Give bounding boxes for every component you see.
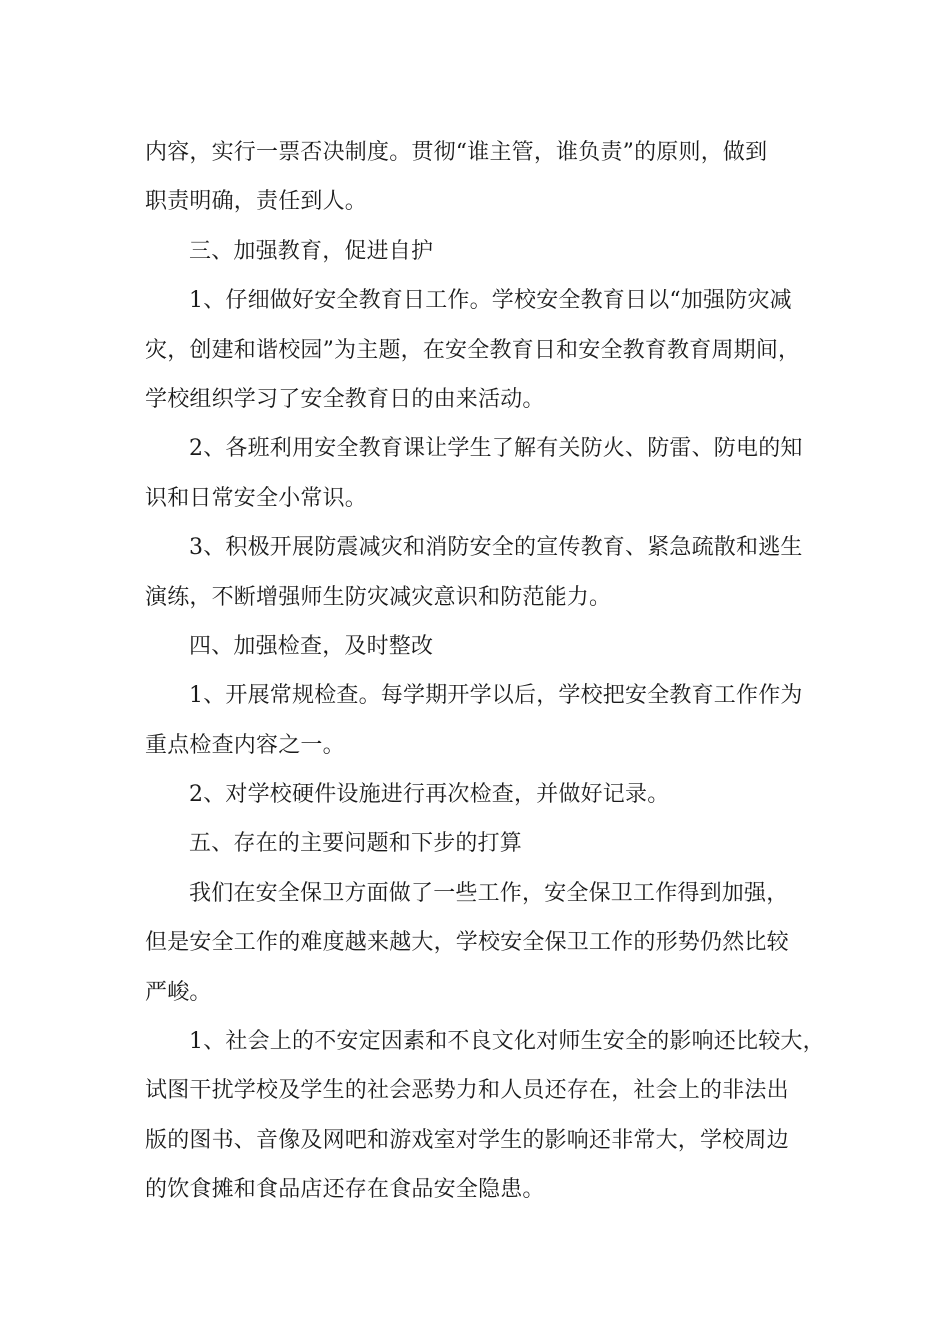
text-line: 学校组织学习了安全教育日的由来活动。	[145, 386, 545, 412]
text-line: 1、社会上的不安定因素和不良文化对师生安全的影响还比较大，	[189, 1029, 825, 1055]
document-body	[145, 128, 825, 1215]
text-line: 内容，实行一票否决制度。贯彻“谁主管，谁负责”的原则，做到	[145, 140, 768, 165]
text-line: 的饮食摊和食品店还存在食品安全隐患。	[145, 1177, 545, 1203]
section-heading: 三、加强教育，促进自护	[189, 238, 434, 264]
text-line: 重点检查内容之一。	[145, 732, 345, 758]
section-heading: 四、加强检查，及时整改	[189, 633, 434, 659]
text-line: 识和日常安全小常识。	[145, 485, 368, 511]
text-line: 严峻。	[145, 979, 212, 1005]
text-line: 2、各班利用安全教育课让学生了解有关防火、防雷、防电的知	[189, 436, 803, 462]
text-line: 但是安全工作的难度越来越大，学校安全保卫工作的形势仍然比较	[145, 930, 789, 956]
text-line: 2、对学校硬件设施进行再次检查，并做好记录。	[189, 782, 670, 808]
text-line: 1、仔细做好安全教育日工作。学校安全教育日以“加强防灾减	[189, 288, 792, 314]
text-line: 职责明确，责任到人。	[145, 189, 368, 215]
text-line: 灾，创建和谐校园”为主题，在安全教育日和安全教育教育周期间，	[145, 337, 801, 363]
text-line: 3、积极开展防震减灾和消防安全的宣传教育、紧急疏散和逃生	[189, 535, 803, 561]
text-line: 试图干扰学校及学生的社会恶势力和人员还存在，社会上的非法出	[145, 1078, 789, 1104]
text-line: 版的图书、音像及网吧和游戏室对学生的影响还非常大，学校周边	[145, 1127, 789, 1153]
text-line: 我们在安全保卫方面做了一些工作，安全保卫工作得到加强，	[189, 880, 789, 906]
text-line: 演练，不断增强师生防灾减灾意识和防范能力。	[145, 584, 612, 610]
text-line: 1、开展常规检查。每学期开学以后，学校把安全教育工作作为	[189, 683, 803, 709]
section-heading: 五、存在的主要问题和下步的打算	[189, 831, 523, 857]
